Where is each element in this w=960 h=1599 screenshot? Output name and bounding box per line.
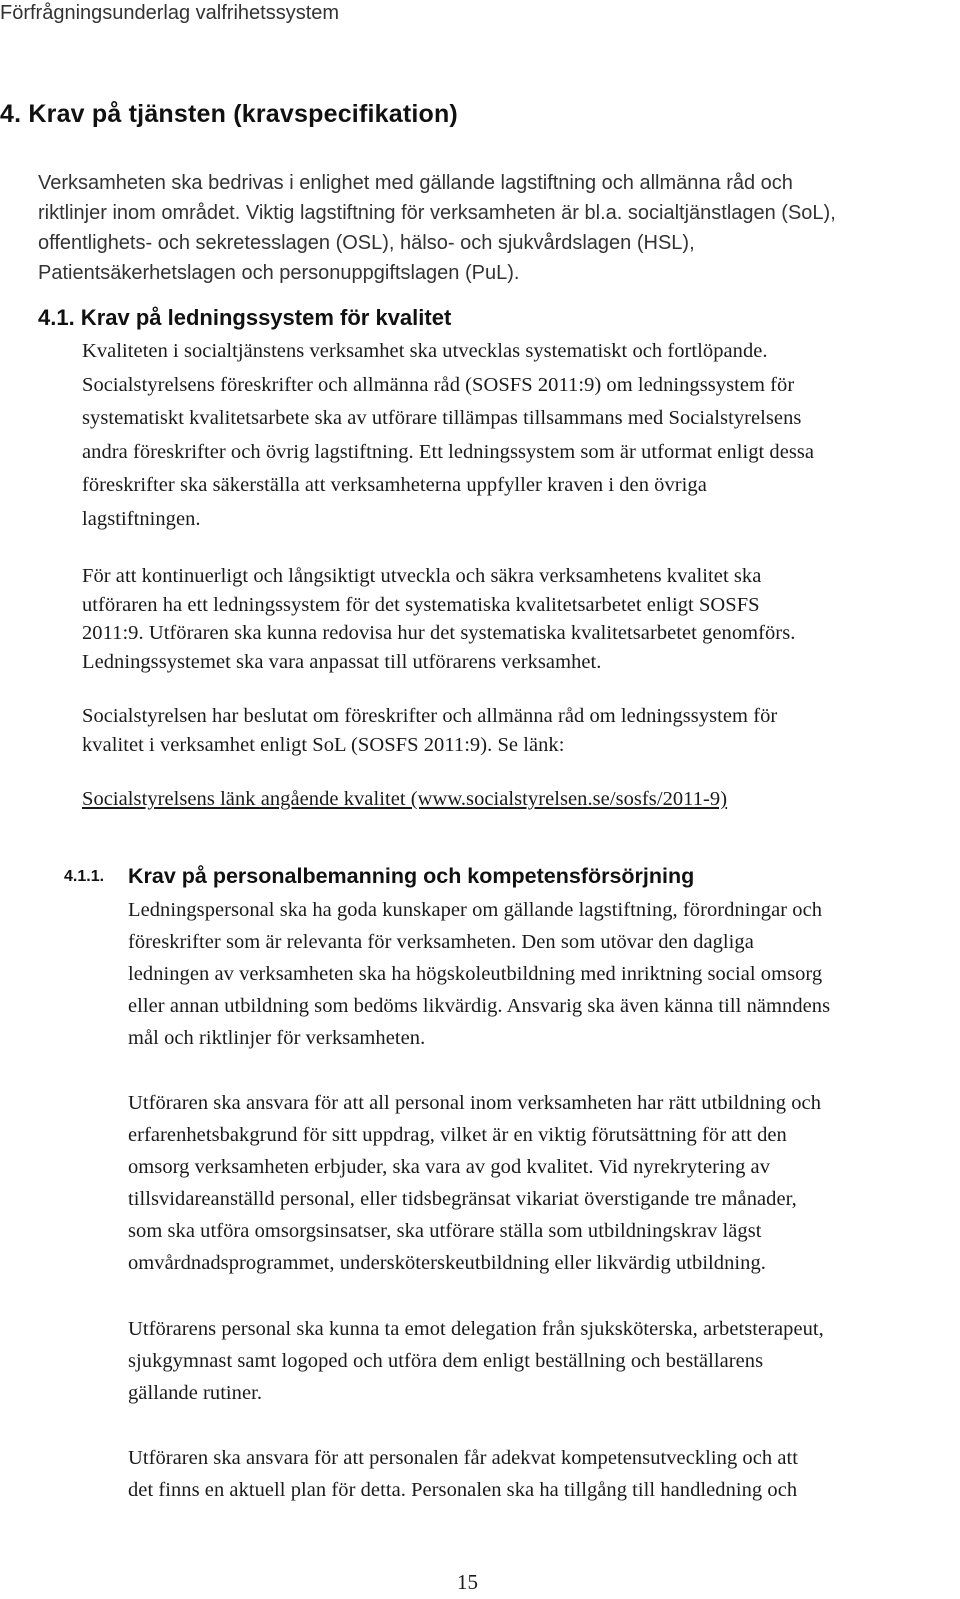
text-line: mål och riktlinjer för verksamheten.	[128, 1027, 426, 1049]
text-line: Ledningssystemet ska vara anpassat till utförarens verksamhet.	[82, 650, 602, 673]
text-line: Patientsäkerhetslagen och personuppgiftslagen (PuL).	[38, 262, 520, 284]
text-line: omsorg verksamheten erbjuder, ska vara av god kvalitet. Vid nyrekrytering av	[128, 1156, 770, 1178]
section-4-1-1-paragraph-1	[128, 894, 948, 1054]
text-line: det finns en aktuell plan för detta. Personalen ska ha tillgång till handledning och	[128, 1479, 798, 1501]
text-line: kvalitet i verksamhet enligt SoL (SOSFS 2011:9). Se länk:	[82, 733, 565, 756]
section-4-1-paragraph-1	[82, 335, 960, 536]
running-header: Förfrågningsunderlag valfrihetssystem	[0, 2, 340, 24]
text-line: Utföraren ska ansvara för att personalen får adekvat kompetensutveckling och att	[128, 1447, 798, 1469]
section-4-1-heading: 4.1. Krav på ledningssystem för kvalitet	[38, 305, 452, 330]
text-line: Verksamheten ska bedrivas i enlighet med gällande lagstiftning och allmänna råd och	[38, 172, 793, 194]
text-line: riktlinjer inom området. Viktig lagstiftning för verksamheten är bl.a. socialtjänstlagen (SoL),	[38, 202, 836, 224]
text-line: Socialstyrelsen har beslutat om föreskrifter och allmänna råd om ledningssystem för	[82, 705, 778, 727]
text-line: ledningen av verksamheten ska ha högskoleutbildning med inriktning social omsorg	[128, 963, 823, 985]
section-4-1-1-heading: Krav på personalbemanning och kompetensförsörjning	[128, 864, 695, 888]
section-4-1-paragraph-3	[82, 702, 960, 759]
text-line: föreskrifter som är relevanta för verksamheten. Den som utövar den dagliga	[128, 931, 754, 953]
text-line: lagstiftningen.	[82, 507, 201, 530]
socialstyrelsen-quality-link[interactable]: Socialstyrelsens länk angående kvalitet (www.socialstyrelsen.se/sosfs/2011-9)	[82, 788, 728, 810]
text-line: sjukgymnast samt logoped och utföra dem enligt beställning och beställarens	[128, 1350, 764, 1372]
text-line: Utföraren ska ansvara för att all personal inom verksamheten har rätt utbildning och	[128, 1092, 821, 1114]
section-4-1-1-paragraph-3	[128, 1313, 948, 1409]
text-line: föreskrifter ska säkerställa att verksamheterna uppfyller kraven i den övriga	[82, 474, 707, 496]
text-line: eller annan utbildning som bedöms likvärdig. Ansvarig ska även känna till nämndens	[128, 995, 831, 1017]
text-line: utföraren ha ett ledningssystem för det systematiska kvalitetsarbetet enligt SOSFS	[82, 593, 760, 616]
section-4-1-1-paragraph-2	[128, 1087, 948, 1279]
text-line: Utförarens personal ska kunna ta emot delegation från sjuksköterska, arbetsterapeut,	[128, 1318, 824, 1340]
text-line: tillsvidareanställd personal, eller tidsbegränsat vikariat överstigande tre månader,	[128, 1188, 797, 1210]
text-line: offentlighets- och sekretesslagen (OSL), hälso- och sjukvårdslagen (HSL),	[38, 232, 695, 254]
text-line: omvårdnadsprogrammet, undersköterskeutbildning eller likvärdig utbildning.	[128, 1252, 766, 1274]
text-line: Kvaliteten i socialtjänstens verksamhet ska utvecklas systematiskt och fortlöpande.	[82, 340, 768, 362]
section-4-1-paragraph-2	[82, 562, 960, 676]
text-line: Socialstyrelsens föreskrifter och allmänna råd (SOSFS 2011:9) om ledningssystem för	[82, 373, 795, 396]
text-line: För att kontinuerligt och långsiktigt utveckla och säkra verksamhetens kvalitet ska	[82, 565, 762, 587]
section-4-1-1-paragraph-4	[128, 1442, 948, 1506]
text-line: Ledningspersonal ska ha goda kunskaper om gällande lagstiftning, förordningar och	[128, 899, 823, 921]
text-line: erfarenhetsbakgrund för sitt uppdrag, vilket är en viktig förutsättning för att den	[128, 1124, 787, 1146]
section-4-intro	[38, 168, 928, 288]
page-number: 15	[457, 1570, 479, 1594]
text-line: andra föreskrifter och övrig lagstiftning. Ett ledningssystem som är utformat enligt dessa	[82, 440, 815, 463]
section-4-heading: 4. Krav på tjänsten (kravspecifikation)	[0, 100, 458, 128]
text-line: 2011:9. Utföraren ska kunna redovisa hur det systematiska kvalitetsarbetet genomförs.	[82, 622, 796, 644]
section-4-1-1-number: 4.1.1.	[64, 868, 105, 885]
text-line: som ska utföra omsorgsinsatser, ska utförare ställa som utbildningskrav lägst	[128, 1220, 762, 1242]
text-line: gällande rutiner.	[128, 1382, 263, 1404]
text-line: systematiskt kvalitetsarbete ska av utförare tillämpas tillsammans med Socialstyrelsens	[82, 407, 802, 429]
